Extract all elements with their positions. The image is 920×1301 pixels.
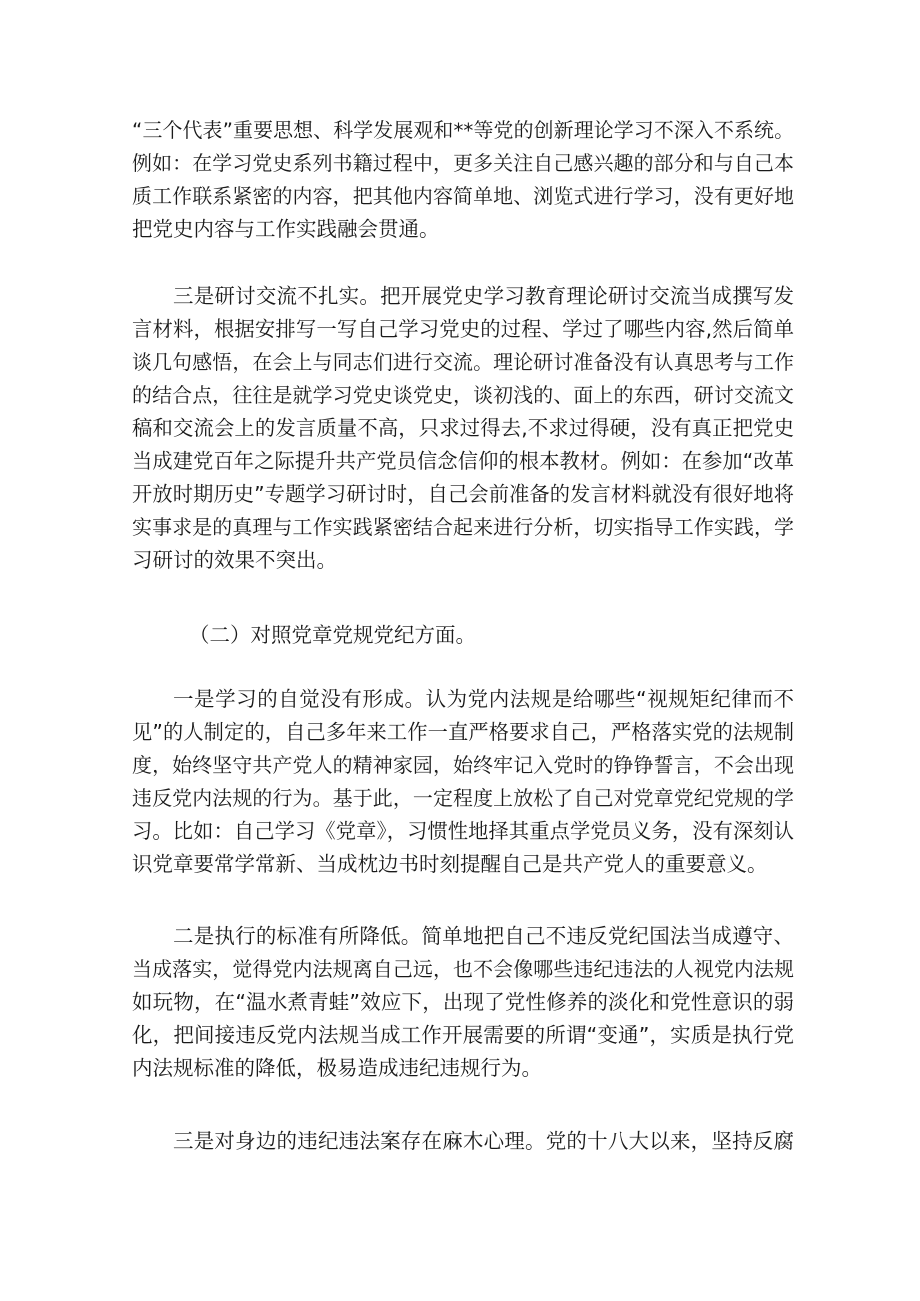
text-line: 三是对身边的违纪违法案存在麻木心理。党的十八大以来，坚持反腐 <box>173 1129 794 1153</box>
text-line: 三是研讨交流不扎实。把开展党史学习教育理论研讨交流当成撰写发 <box>173 284 794 308</box>
text-line: 度，始终坚守共产党人的精神家园，始终牢记入党时的铮铮誓言，不会出现 <box>132 753 794 777</box>
text-line: “三个代表”重要思想、科学发展观和**等党的创新理论学习不深入不系统。 <box>132 119 794 142</box>
section-heading <box>132 619 794 652</box>
text-line: 见”的人制定的，自己多年来工作一直严格要求自己，严格落实党的法规制 <box>132 720 794 744</box>
text-line: 习。比如：自己学习《党章》，习惯性地择其重点学党员义务，没有深刻认 <box>132 819 794 843</box>
paragraph-5 <box>132 920 794 1085</box>
text-line: 二是执行的标准有所降低。简单地把自己不违反党纪国法当成遵守、 <box>173 924 794 948</box>
paragraph-4 <box>132 683 794 881</box>
text-line: 违反党内法规的行为。基于此，一定程度上放松了自己对党章党纪党规的学 <box>132 786 794 810</box>
text-line: 内法规标准的降低，极易造成违纪违规行为。 <box>132 1056 542 1080</box>
text-line: （二）对照党章党规党纪方面。 <box>189 623 476 647</box>
text-line: 当成落实，觉得党内法规离自己远，也不会像哪些违纪违法的人视党内法规 <box>132 957 794 981</box>
text-line: 开放时期历史”专题学习研讨时，自己会前准备的发言材料就没有很好地将 <box>132 482 794 506</box>
paragraph-6 <box>132 1125 794 1158</box>
paragraph-2 <box>132 280 794 577</box>
text-line: 识党章要常学常新、当成枕边书时刻提醒自己是共产党人的重要意义。 <box>132 852 768 876</box>
text-line: 谈几句感悟，在会上与同志们进行交流。理论研讨准备没有认真思考与工作 <box>132 350 794 374</box>
text-line: 质工作联系紧密的内容，把其他内容简单地、浏览式进行学习，没有更好地 <box>132 184 794 208</box>
text-line: 实事求是的真理与工作实践紧密结合起来进行分析，切实指导工作实践，学 <box>132 515 794 539</box>
text-line: 把党史内容与工作实践融会贯通。 <box>132 217 440 241</box>
text-line: 稿和交流会上的发言质量不高，只求过得去,不求过得硬，没有真正把党史 <box>132 416 794 440</box>
paragraph-1 <box>132 114 794 246</box>
text-line: 例如：在学习党史系列书籍过程中，更多关注自己感兴趣的部分和与自己本 <box>132 151 794 175</box>
text-line: 一是学习的自觉没有形成。认为党内法规是给哪些“视规矩纪律而不 <box>173 687 794 711</box>
text-line: 习研讨的效果不突出。 <box>132 548 337 572</box>
text-line: 化，把间接违反党内法规当成工作开展需要的所谓“变通”，实质是执行党 <box>132 1023 794 1047</box>
text-line: 的结合点，往往是就学习党史谈党史，谈初浅的、面上的东西，研讨交流文 <box>132 383 794 407</box>
text-line: 言材料，根据安排写一写自己学习党史的过程、学过了哪些内容,然后简单 <box>132 317 794 341</box>
text-line: 如玩物，在“温水煮青蛙”效应下，出现了党性修养的淡化和党性意识的弱 <box>132 990 794 1014</box>
text-line: 当成建党百年之际提升共产党员信念信仰的根本教材。例如：在参加“改革 <box>132 449 794 473</box>
